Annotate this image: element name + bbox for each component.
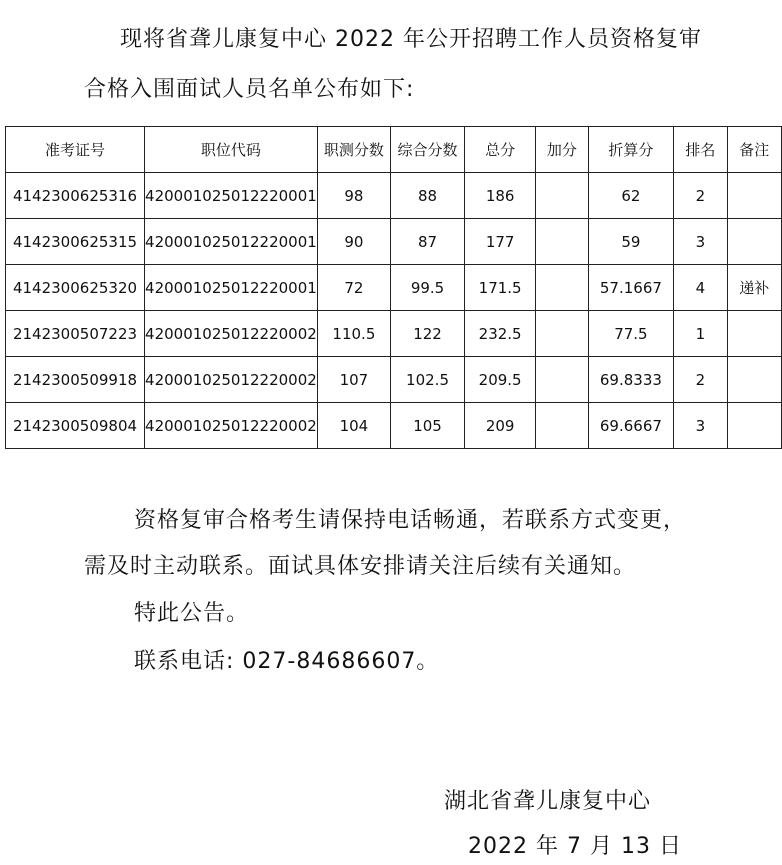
header-cell: 折算分 [588, 127, 673, 173]
notice-closing: 特此公告。 [134, 601, 250, 626]
converted-score-cell: 59 [588, 219, 673, 265]
bonus-cell [536, 265, 589, 311]
converted-score-cell: 62 [588, 173, 673, 219]
intro-line-1: 现将省聋儿康复中心 2022 年公开招聘工作人员资格复审 [120, 27, 702, 52]
table-row [6, 173, 782, 219]
converted-score-cell: 69.8333 [588, 357, 673, 403]
aptitude-score-cell: 72 [317, 265, 390, 311]
remark-cell [727, 173, 781, 219]
aptitude-score-cell: 90 [317, 219, 390, 265]
rank-cell: 3 [674, 403, 727, 449]
table-row [6, 403, 782, 449]
comprehensive-score-cell: 87 [390, 219, 464, 265]
header-cell: 综合分数 [390, 127, 464, 173]
header-cell: 准考证号 [6, 127, 145, 173]
comprehensive-score-cell: 99.5 [390, 265, 464, 311]
total-score-cell: 209.5 [465, 357, 536, 403]
rank-cell: 3 [674, 219, 727, 265]
table-row [6, 357, 782, 403]
total-score-cell: 171.5 [465, 265, 536, 311]
bonus-cell [536, 173, 589, 219]
remark-cell [727, 311, 781, 357]
aptitude-score-cell: 98 [317, 173, 390, 219]
header-cell: 职测分数 [317, 127, 390, 173]
notice-line-1: 资格复审合格考生请保持电话畅通，若联系方式变更， [134, 508, 687, 533]
table-row [6, 311, 782, 357]
notice-line-2: 需及时主动联系。面试具体安排请关注后续有关通知。 [84, 554, 637, 579]
aptitude-score-cell: 110.5 [317, 311, 390, 357]
exam-id-cell: 4142300625316 [6, 173, 145, 219]
exam-id-cell: 4142300625315 [6, 219, 145, 265]
total-score-cell: 177 [465, 219, 536, 265]
header-cell: 备注 [727, 127, 781, 173]
bonus-cell [536, 219, 589, 265]
bonus-cell [536, 357, 589, 403]
total-score-cell: 186 [465, 173, 536, 219]
header-cell: 排名 [674, 127, 727, 173]
position-code-cell: 420001025012220001 [145, 173, 318, 219]
comprehensive-score-cell: 102.5 [390, 357, 464, 403]
exam-id-cell: 4142300625320 [6, 265, 145, 311]
comprehensive-score-cell: 105 [390, 403, 464, 449]
exam-id-cell: 2142300509918 [6, 357, 145, 403]
aptitude-score-cell: 107 [317, 357, 390, 403]
comprehensive-score-cell: 88 [390, 173, 464, 219]
candidate-table [5, 126, 782, 449]
exam-id-cell: 2142300507223 [6, 311, 145, 357]
position-code-cell: 420001025012220001 [145, 265, 318, 311]
remark-cell [727, 403, 781, 449]
header-cell: 总分 [465, 127, 536, 173]
position-code-cell: 420001025012220002 [145, 357, 318, 403]
rank-cell: 1 [674, 311, 727, 357]
table-header-row [6, 127, 782, 173]
aptitude-score-cell: 104 [317, 403, 390, 449]
rank-cell: 2 [674, 173, 727, 219]
position-code-cell: 420001025012220001 [145, 219, 318, 265]
comprehensive-score-cell: 122 [390, 311, 464, 357]
header-cell: 职位代码 [145, 127, 318, 173]
issuing-organization: 湖北省聋儿康复中心 [444, 789, 652, 814]
header-cell: 加分 [536, 127, 589, 173]
remark-cell [727, 357, 781, 403]
total-score-cell: 232.5 [465, 311, 536, 357]
exam-id-cell: 2142300509804 [6, 403, 145, 449]
converted-score-cell: 77.5 [588, 311, 673, 357]
issue-date: 2022 年 7 月 13 日 [468, 834, 682, 859]
bonus-cell [536, 311, 589, 357]
contact-phone: 联系电话: 027-84686607。 [134, 649, 440, 674]
remark-cell [727, 219, 781, 265]
total-score-cell: 209 [465, 403, 536, 449]
table-row [6, 265, 782, 311]
position-code-cell: 420001025012220002 [145, 311, 318, 357]
converted-score-cell: 57.1667 [588, 265, 673, 311]
intro-line-2: 合格入围面试人员名单公布如下: [84, 77, 415, 102]
table-row [6, 219, 782, 265]
rank-cell: 4 [674, 265, 727, 311]
bonus-cell [536, 403, 589, 449]
converted-score-cell: 69.6667 [588, 403, 673, 449]
position-code-cell: 420001025012220002 [145, 403, 318, 449]
rank-cell: 2 [674, 357, 727, 403]
remark-cell: 递补 [727, 265, 781, 311]
